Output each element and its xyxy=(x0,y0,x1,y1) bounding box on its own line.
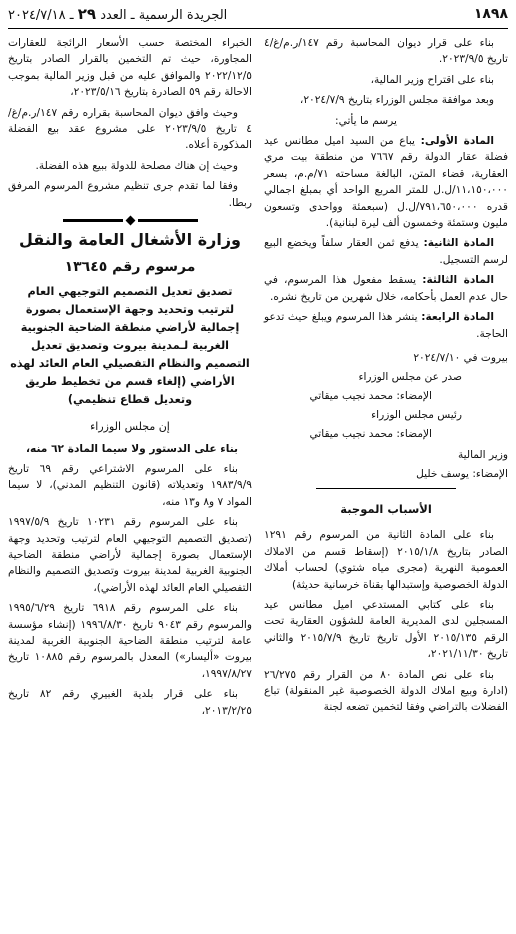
signature-place-date: بيروت في ٢٠٢٤/٧/١٠ xyxy=(413,351,508,364)
reason-3: بناء على نص المادة ٨٠ من القرار رقم ٢٦/٢٧٥ (ادارة وبيع املاك الدولة الخصوصية غير المنقولة) تباع الفضلات بالتراضي وفقا لتخمين تضعه لجنة xyxy=(264,668,508,714)
gazette-name: الجريدة الرسمية ـ العدد xyxy=(100,8,228,23)
page-number: ١٨٩٨ xyxy=(473,6,508,22)
signature-1: الإمضاء: محمد نجيب ميقاتي xyxy=(309,389,432,402)
from-council: إن مجلس الوزراء xyxy=(90,419,170,433)
article-4 xyxy=(264,309,508,342)
minister-signature: الإمضاء: يوسف خليل xyxy=(416,467,508,480)
right-column xyxy=(264,35,508,723)
left-column xyxy=(8,35,252,723)
basis-constitution: بناء على الدستور ولا سيما المادة ٦٢ منه، xyxy=(26,442,238,455)
diamond-ornament-icon xyxy=(125,216,135,226)
basis-1: بناء على المرسوم الاشتراعي رقم ٦٩ تاريخ ١٩٨٣/٩/٩ وتعديلاته (قانون التنظيم المدني)، لا سيما المواد ٧ و٨ و١٣ منه، xyxy=(8,462,252,508)
article-2 xyxy=(264,235,508,268)
article-1-text: يباع من السيد اميل مطانس عيد فضلة عقار الدولة رقم ٧٦٦٧ من منطقة بيت مري العقارية، قضاء المتن، البالغة مساحته ٧١/م.م، بسعر ١١،١٥٠،٠٠٠/ل.ل للمتر المربع الواحد أي بمبلغ اجمالي قدره ٧٩١،٦٥٠،٠٠٠/ل.ل (سبعمئة وواحدى وتسعون مليون وستمئة وخمسون ألف ليرة لبنانية). xyxy=(264,135,509,230)
decree-number: مرسوم رقم ١٣٦٤٥ xyxy=(64,258,196,275)
issue-number: ٢٩ xyxy=(77,5,97,23)
reason-1: بناء على المادة الثانية من المرسوم رقم ١٢٩١ الصادر بتاريخ ٢٠١٥/١/٨ (إسقاط قسم من الاملاك العمومية النهرية (مجرى مياه شتوي) لحساب أملاك الدولة الخصوصية وإستبدالها بقناة خرسانية حديثة) xyxy=(264,529,508,591)
article-3-text: يسقط مفعول هذا المرسوم، في حال عدم العمل بأحكامه، خلال شهرين من تاريخ نشره. xyxy=(264,274,508,303)
basis-4: بناء على قرار بلدية الغبيري رقم ٨٢ تاريخ ٢٠١٣/٢/٢٥، xyxy=(8,688,252,717)
signature-issued-by: صدر عن مجلس الوزراء xyxy=(358,370,462,383)
article-1-title: المادة الأولى: xyxy=(420,135,494,148)
article-3-title: المادة الثالثة: xyxy=(422,274,494,287)
continuation-4: وفقا لما تقدم جرى تنظيم مشروع المرسوم المرفق ربطا. xyxy=(8,180,252,209)
article-4-title: المادة الرابعة: xyxy=(421,311,494,324)
preamble-2: بناء على اقتراح وزير المالية، xyxy=(370,73,494,86)
issue-date: ـ ٢٠٢٤/٧/١٨ xyxy=(8,8,74,23)
continuation-1: الخبراء المختصة حسب الأسعار الرائجة للعقارات المجاورة، حيث تم التخمين بالقرار الصادر بتاريخ ٢٠٢٢/١٢/٥ والموافق عليه من قبل وزير المالية بموجب الاحالة رقم ٥٩ الصادرة بتاريخ ٢٠٢٣/٥/١٦، xyxy=(8,37,252,99)
article-2-text: يدفع ثمن العقار سلفاً ويخضع البيع لرسم التسجيل. xyxy=(264,237,508,266)
continuation-2: وحيث وافق ديوان المحاسبة بقراره رقم ١٤٧/ر.م/غ/٤ تاريخ ٢٠٢٣/٩/٥ على مشروع عقد بيع الفضلة المذكورة أعلاه. xyxy=(8,106,252,152)
signature-role: رئيس مجلس الوزراء xyxy=(371,408,462,421)
reason-2: بناء على كتابي المستدعي اميل مطانس عيد المسجلين لدى المديرية العامة للشؤون العقارية تحت الرقم ٢٠١٥/١٣٥ الأول تاريخ تاريخ ٢٠١٥/٧/٩ والثاني تاريخ ٢٠٢١/١١/٣٠، xyxy=(264,598,509,661)
reasons-title: الأسباب الموجبة xyxy=(340,502,432,517)
article-1 xyxy=(264,133,508,231)
article-4-text: ينشر هذا المرسوم ويبلغ حيث تدعو الحاجة. xyxy=(264,311,508,340)
section-divider xyxy=(264,488,508,489)
preamble-1: بناء على قرار ديوان المحاسبة رقم ١٤٧/ر.م/غ/٤ تاريخ ٢٠٢٣/٩/٥. xyxy=(264,37,508,66)
signature-2: الإمضاء: محمد نجيب ميقاتي xyxy=(309,427,432,440)
basis-3: بناء على المرسوم رقم ٦٩١٨ تاريخ ١٩٩٥/٦/٢٩ والمرسوم رقم ٩٠٤٣ تاريخ ١٩٩٦/٨/٣٠ (إنشاء مؤسسة عامة لترتيب منطقة الضاحية الجنوبية الغربية لمدينة بيروت «أليسار») المعدل بالمرسوم رقم ١٠٨٨٥ تاريخ ١٩٩٧/٨/٢٧، xyxy=(8,602,252,680)
article-2-title: المادة الثانية: xyxy=(423,237,494,250)
decree-subject: تصديق تعديل التصميم التوجيهي العام لترتيب وتحديد وجهة الإستعمال بصورة إجمالية لأراضي منطقة الضاحية الجنوبية الغربية لـمدينة بيروت وتصديق تعديل التصميم والنظام التفصيلي العام العائد لهذه الأراضي (إلغاء قسم من تخطيط طريق وتعديل قطاع تنظيمي) xyxy=(10,284,250,407)
content-columns xyxy=(8,29,508,723)
preamble-3: وبعد موافقة مجلس الوزراء بتاريخ ٢٠٢٤/٧/٩، xyxy=(299,94,494,107)
page-header xyxy=(8,0,508,29)
gazette-title xyxy=(8,5,227,23)
ministry-divider xyxy=(8,217,252,224)
ministry-title: وزارة الأشغال العامة والنقل xyxy=(19,230,241,250)
continuation-3: وحيث إن هناك مصلحة للدولة ببيع هذه الفضلة. xyxy=(35,159,238,172)
basis-2: بناء على المرسوم رقم ١٠٢٣١ تاريخ ١٩٩٧/٥/٩ (تصديق التصميم التوجيهي العام لترتيب وتحديد وجهة الإستعمال بصورة إجمالية لأراضي منطقة الضاحية الجنوبية الغربية لمدينة بيروت وتصديق التصميم والنظام التفصيلي العام العائد لهذه الأراضي)، xyxy=(8,516,252,594)
article-3 xyxy=(264,272,508,305)
decree-intro: يرسم ما يأتي: xyxy=(335,114,397,127)
minister-role: وزير المالية xyxy=(457,448,508,461)
